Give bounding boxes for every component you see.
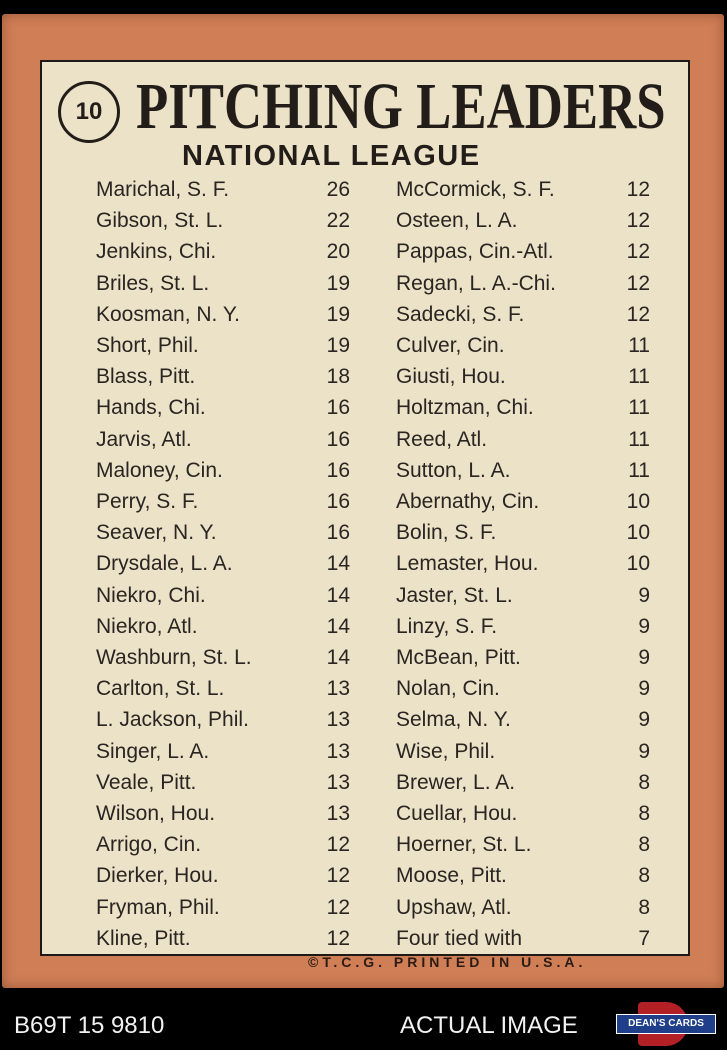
pitcher-name: Bolin, S. F.	[396, 521, 497, 545]
win-total: 11	[628, 365, 650, 389]
leader-row	[396, 392, 656, 423]
win-total: 16	[326, 396, 350, 420]
leader-row	[96, 829, 356, 860]
leader-row	[396, 704, 656, 735]
win-total: 9	[638, 583, 650, 607]
leader-row	[96, 299, 356, 330]
pitcher-name: Seaver, N. Y.	[96, 521, 217, 545]
pitcher-name: Four tied with	[396, 926, 523, 950]
leader-row	[96, 455, 356, 486]
win-total: 13	[326, 708, 350, 732]
leader-row	[396, 268, 656, 299]
pitcher-name: Culver, Cin.	[396, 334, 505, 357]
pitcher-name: Jarvis, Atl.	[96, 427, 192, 451]
pitcher-name: Perry, S. F.	[96, 490, 199, 513]
win-total: 19	[326, 271, 350, 295]
card-back	[2, 14, 724, 988]
win-total: 13	[326, 677, 350, 701]
pitcher-name: Fryman, Phil.	[96, 895, 220, 919]
pitcher-name: Arrigo, Cin.	[96, 833, 202, 857]
win-total: 11	[628, 458, 650, 482]
win-total: 9	[638, 708, 650, 732]
leader-row	[396, 330, 656, 361]
pitcher-name: L. Jackson, Phil.	[96, 708, 249, 732]
leader-row	[96, 517, 356, 548]
deans-cards-logo	[616, 1002, 716, 1046]
pitcher-name: Kline, Pitt.	[96, 926, 191, 950]
pitcher-name: Sutton, L. A.	[396, 458, 511, 482]
win-total: 11	[628, 334, 650, 357]
leader-row	[96, 548, 356, 579]
pitcher-name: Dierker, Hou.	[96, 864, 219, 888]
leader-row	[396, 611, 656, 642]
leader-row	[396, 798, 656, 829]
win-total: 9	[638, 614, 650, 638]
league-subtitle: NATIONAL LEAGUE	[182, 140, 481, 172]
win-total: 22	[326, 209, 350, 233]
leader-row	[396, 923, 656, 954]
win-total: 9	[638, 739, 650, 763]
win-total: 12	[626, 240, 650, 264]
leader-row	[396, 548, 656, 579]
leader-row	[396, 673, 656, 704]
win-total: 16	[326, 490, 350, 513]
leader-row	[96, 174, 356, 205]
leader-row	[96, 611, 356, 642]
leader-row	[96, 798, 356, 829]
pitcher-name: Niekro, Atl.	[96, 614, 198, 638]
leader-row	[396, 892, 656, 923]
leader-row	[96, 642, 356, 673]
win-total: 13	[326, 802, 350, 825]
pitcher-name: Marichal, S. F.	[96, 178, 230, 201]
win-total: 9	[638, 646, 650, 669]
leader-row	[96, 704, 356, 735]
win-total: 12	[626, 209, 650, 233]
stats-panel	[40, 60, 690, 956]
pitcher-name: Drysdale, L. A.	[96, 552, 233, 576]
pitcher-name: Carlton, St. L.	[96, 677, 225, 701]
leader-row	[96, 424, 356, 455]
pitcher-name: Nolan, Cin.	[396, 677, 500, 701]
leader-row	[396, 580, 656, 611]
win-total: 14	[326, 646, 350, 669]
win-total: 8	[638, 802, 650, 825]
pitcher-name: McBean, Pitt.	[396, 646, 521, 669]
card-number: 10	[58, 81, 120, 143]
pitcher-name: Koosman, N. Y.	[96, 302, 240, 326]
win-total: 12	[326, 864, 350, 888]
win-total: 20	[326, 240, 350, 264]
pitcher-name: Holtzman, Chi.	[396, 396, 534, 420]
win-total: 8	[638, 895, 650, 919]
pitcher-name: Briles, St. L.	[96, 271, 210, 295]
pitcher-name: Pappas, Cin.-Atl.	[396, 240, 554, 264]
leader-row	[96, 860, 356, 891]
leader-row	[96, 736, 356, 767]
win-total: 12	[626, 178, 650, 201]
win-total: 7	[638, 926, 650, 950]
win-total: 13	[326, 739, 350, 763]
win-total: 10	[626, 552, 650, 576]
pitcher-name: Maloney, Cin.	[96, 458, 223, 482]
pitcher-name: Wilson, Hou.	[96, 802, 216, 825]
pitcher-name: Washburn, St. L.	[96, 646, 252, 669]
pitcher-name: McCormick, S. F.	[396, 178, 555, 201]
pitcher-name: Abernathy, Cin.	[396, 490, 540, 513]
leader-row	[396, 642, 656, 673]
leader-row	[96, 205, 356, 236]
pitcher-name: Gibson, St. L.	[96, 209, 224, 233]
pitcher-name: Niekro, Chi.	[96, 583, 206, 607]
pitcher-name: Linzy, S. F.	[396, 614, 498, 638]
pitcher-name: Short, Phil.	[96, 334, 199, 357]
pitcher-name: Giusti, Hou.	[396, 365, 506, 389]
win-total: 9	[638, 677, 650, 701]
win-total: 16	[326, 521, 350, 545]
copyright-footer: ©T.C.G. PRINTED IN U.S.A.	[308, 954, 587, 970]
win-total: 19	[326, 302, 350, 326]
win-total: 26	[326, 178, 350, 201]
win-total: 14	[326, 614, 350, 638]
pitcher-name: Cuellar, Hou.	[396, 802, 518, 825]
leader-row	[396, 174, 656, 205]
leader-row	[396, 361, 656, 392]
leader-row	[96, 330, 356, 361]
leader-row	[96, 392, 356, 423]
leader-row	[96, 767, 356, 798]
pitcher-name: Wise, Phil.	[396, 739, 496, 763]
win-total: 12	[326, 833, 350, 857]
leader-row	[396, 860, 656, 891]
win-total: 16	[326, 458, 350, 482]
pitcher-name: Jenkins, Chi.	[96, 240, 217, 264]
win-total: 19	[326, 334, 350, 357]
pitcher-name: Veale, Pitt.	[96, 770, 197, 794]
win-total: 10	[626, 521, 650, 545]
leader-row	[396, 299, 656, 330]
card-title: PITCHING LEADERS	[136, 70, 666, 143]
leader-row	[396, 517, 656, 548]
win-total: 14	[326, 552, 350, 576]
leader-row	[396, 455, 656, 486]
win-total: 16	[326, 427, 350, 451]
leader-row	[396, 767, 656, 798]
win-total: 11	[628, 396, 650, 420]
logo-text: DEAN'S CARDS	[616, 1014, 716, 1034]
pitcher-name: Hoerner, St. L.	[396, 833, 532, 857]
pitcher-name: Selma, N. Y.	[396, 708, 511, 732]
leader-row	[96, 580, 356, 611]
leader-row	[96, 923, 356, 954]
leader-row	[96, 236, 356, 267]
leader-row	[396, 736, 656, 767]
win-total: 8	[638, 833, 650, 857]
pitcher-name: Upshaw, Atl.	[396, 895, 512, 919]
win-total: 13	[326, 770, 350, 794]
pitcher-name: Hands, Chi.	[96, 396, 206, 420]
cert-number: B69T 15 9810	[14, 1012, 165, 1039]
leader-row	[96, 486, 356, 517]
win-total: 12	[626, 302, 650, 326]
actual-image-label: ACTUAL IMAGE	[400, 1012, 578, 1039]
pitcher-name: Lemaster, Hou.	[396, 552, 539, 576]
leader-row	[396, 829, 656, 860]
win-total: 12	[326, 926, 350, 950]
pitcher-name: Singer, L. A.	[96, 739, 210, 763]
leader-row	[96, 268, 356, 299]
leader-row	[396, 205, 656, 236]
pitcher-name: Jaster, St. L.	[396, 583, 513, 607]
leader-row	[396, 424, 656, 455]
win-total: 8	[638, 770, 650, 794]
leader-row	[396, 236, 656, 267]
win-total: 12	[626, 271, 650, 295]
win-total: 14	[326, 583, 350, 607]
leader-row	[96, 892, 356, 923]
pitcher-name: Osteen, L. A.	[396, 209, 518, 233]
win-total: 8	[638, 864, 650, 888]
win-total: 11	[628, 427, 650, 451]
pitcher-name: Regan, L. A.-Chi.	[396, 271, 556, 295]
win-total: 10	[626, 490, 650, 513]
leader-row	[96, 361, 356, 392]
pitcher-name: Sadecki, S. F.	[396, 302, 525, 326]
pitcher-name: Brewer, L. A.	[396, 770, 516, 794]
pitcher-name: Blass, Pitt.	[96, 365, 196, 389]
leader-row	[396, 486, 656, 517]
win-total: 12	[326, 895, 350, 919]
pitcher-name: Moose, Pitt.	[396, 864, 507, 888]
leader-row	[96, 673, 356, 704]
pitcher-name: Reed, Atl.	[396, 427, 488, 451]
win-total: 18	[326, 365, 350, 389]
